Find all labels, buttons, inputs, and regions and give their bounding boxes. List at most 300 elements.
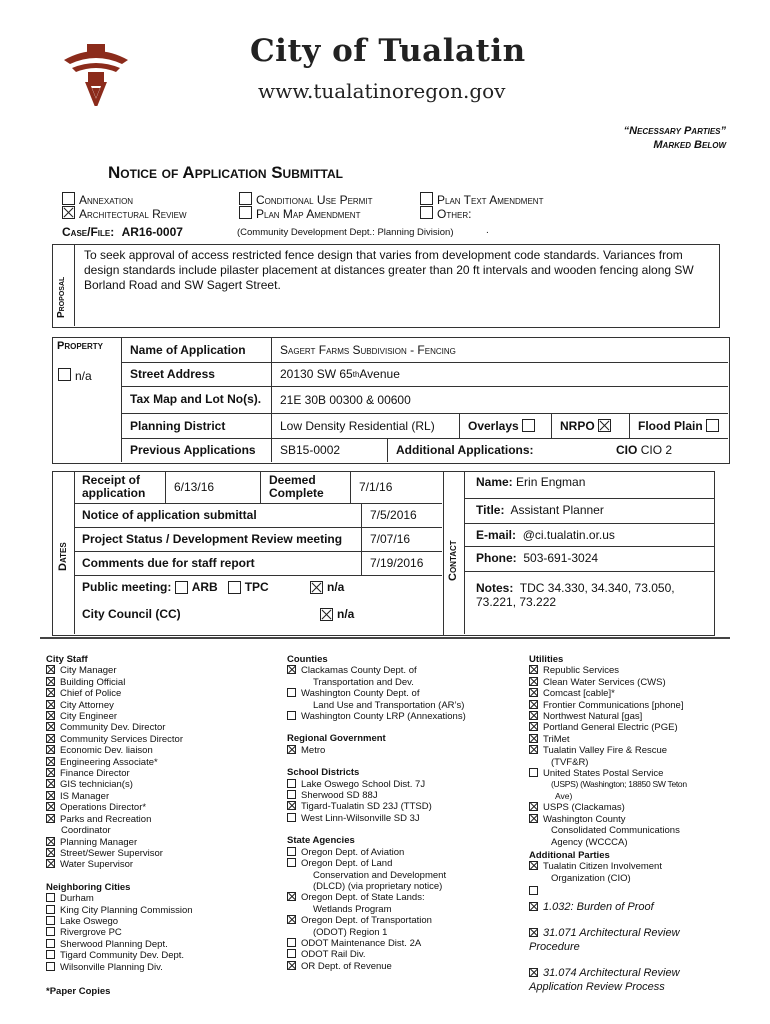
paper-copies-note: *Paper Copies: [46, 986, 111, 997]
item-label: ODOT Maintenance Dist. 2A: [301, 937, 422, 949]
arch-review-item-2[interactable]: [529, 966, 729, 994]
item-label: Oregon Dept. of Transportation: [301, 915, 432, 927]
list-item[interactable]: [287, 858, 466, 869]
notice-label: Notice of application submittal: [74, 503, 362, 527]
public-meeting: [74, 575, 269, 599]
checked-box-icon[interactable]: [46, 779, 55, 788]
checkbox-icon[interactable]: [287, 711, 296, 720]
list-item[interactable]: [46, 711, 193, 722]
checked-box-icon[interactable]: [529, 700, 538, 709]
item-label: Parks and Recreation: [60, 813, 152, 825]
item-label: Sherwood SD 88J: [301, 790, 378, 802]
checkbox-icon[interactable]: [529, 768, 538, 777]
checkbox-icon[interactable]: [287, 779, 296, 788]
dates-label-cell: [52, 471, 75, 634]
cio-label: CIO: [616, 443, 638, 457]
list-item[interactable]: [287, 915, 466, 926]
contact-name-value: Erin Engman: [516, 475, 586, 489]
option-annexation[interactable]: [62, 192, 133, 207]
contact-row-email: [464, 524, 714, 547]
checkbox-icon[interactable]: [46, 927, 55, 936]
option-label: Conditional Use Permit: [256, 193, 373, 207]
list-item[interactable]: [46, 791, 193, 802]
cio-value: CIO 2: [640, 443, 673, 457]
option-label: Other:: [437, 207, 472, 221]
checked-box-icon[interactable]: [529, 968, 538, 977]
item-label: Metro: [301, 744, 326, 756]
checked-box-icon[interactable]: [287, 915, 296, 924]
checked-box-icon[interactable]: [46, 722, 55, 731]
item-label: Washington County: [543, 813, 626, 825]
list-item[interactable]: [287, 688, 466, 699]
list-item[interactable]: [529, 722, 729, 733]
list-item[interactable]: [287, 779, 466, 790]
list-item[interactable]: [529, 711, 729, 722]
dates-label: Dates: [57, 542, 69, 571]
item-label: Tigard-Tualatin SD 23J (TTSD): [301, 801, 432, 813]
checkbox-icon[interactable]: [46, 962, 55, 971]
option-conditional-use[interactable]: [239, 192, 372, 207]
checked-box-icon[interactable]: [46, 757, 55, 766]
checkbox-icon[interactable]: [287, 688, 296, 697]
contact-row-phone: [464, 547, 714, 572]
item-label: 31.074 Architectural Review: [543, 966, 680, 979]
option-label: Architectural Review: [79, 207, 187, 221]
item-label: Rivergrove PC: [60, 927, 122, 939]
case-value: AR16-0007: [121, 225, 183, 239]
item-label: West Linn-Wilsonville SD 3J: [301, 812, 420, 824]
item-label: Republic Services: [543, 665, 620, 677]
spacer: [287, 722, 466, 733]
city-staff-list: [46, 654, 193, 973]
list-item[interactable]: [287, 847, 466, 858]
checked-box-icon[interactable]: [287, 665, 296, 674]
item-label: Community Dev. Director: [60, 722, 166, 734]
list-item[interactable]: [46, 734, 193, 745]
deemed-value: 7/1/16: [359, 480, 393, 494]
option-architectural-review[interactable]: [62, 206, 187, 221]
list-item[interactable]: [46, 757, 193, 768]
list-item[interactable]: [46, 962, 193, 973]
list-item-continuation: Agency (WCCCA): [551, 836, 628, 848]
item-label: Finance Director: [60, 768, 130, 780]
case-file: [62, 225, 183, 239]
floodplain-option[interactable]: [630, 413, 723, 438]
website-url[interactable]: www.tualatinoregon.gov: [258, 79, 506, 103]
property-row-previous: [122, 438, 728, 462]
checked-box-icon[interactable]: [287, 801, 296, 810]
proposal-label: Proposal: [56, 276, 67, 318]
list-item[interactable]: [287, 665, 466, 676]
list-item[interactable]: [287, 745, 466, 756]
case-dept: (Community Development Dept.: Planning Division): [237, 227, 454, 238]
list-item[interactable]: [46, 745, 193, 756]
checkbox-icon[interactable]: [287, 813, 296, 822]
arch-review-item-1[interactable]: [529, 926, 729, 954]
item-label: City Manager: [60, 665, 117, 677]
notice-value: 7/5/2016: [370, 508, 417, 522]
checked-box-icon[interactable]: [46, 734, 55, 743]
list-item-continuation: (ODOT) Region 1: [313, 926, 388, 938]
list-item[interactable]: [529, 677, 729, 688]
deemed-label: Deemed Complete: [261, 471, 351, 503]
comments-value: 7/19/2016: [370, 556, 424, 570]
checkbox-icon[interactable]: [522, 419, 535, 432]
checked-box-icon[interactable]: [310, 581, 323, 594]
necessary-parties-note: [624, 124, 726, 152]
list-item[interactable]: [287, 790, 466, 801]
checked-box-icon[interactable]: [529, 665, 538, 674]
item-label: Washington County Dept. of: [301, 688, 420, 700]
receipt-label: Receipt of application: [74, 471, 166, 503]
item-label: Lake Oswego: [60, 915, 119, 927]
section-divider: [40, 637, 730, 639]
contact-email-label: E-mail:: [476, 528, 517, 542]
list-item-continuation: Coordinator: [61, 825, 111, 837]
name-label: Name of Application: [122, 337, 272, 362]
tax-label: Tax Map and Lot No(s).: [122, 386, 272, 413]
list-item-continuation: Land Use and Transportation (AR’s): [313, 699, 465, 711]
item-label: GIS technician(s): [60, 779, 133, 791]
property-row-name: [122, 337, 728, 363]
list-item[interactable]: [46, 779, 193, 790]
checked-box-icon[interactable]: [529, 902, 538, 911]
floodplain-label: Flood Plain: [638, 418, 703, 433]
list-item[interactable]: [287, 711, 466, 722]
burden-item[interactable]: [529, 900, 729, 914]
checked-box-icon[interactable]: [287, 961, 296, 970]
item-label: Oregon Dept. of State Lands:: [301, 892, 425, 904]
property-label-cell: [52, 337, 122, 462]
item-label: City Engineer: [60, 711, 118, 723]
checked-box-icon[interactable]: [46, 802, 55, 811]
checked-box-icon[interactable]: [46, 837, 55, 846]
contact-label: Contact: [447, 540, 459, 581]
item-label: Portland General Electric (PGE): [543, 722, 678, 734]
checked-box-icon[interactable]: [529, 802, 538, 811]
checkbox-icon[interactable]: [239, 192, 252, 205]
list-item[interactable]: [46, 677, 193, 688]
page-title: City of Tualatin: [250, 33, 526, 69]
list-item[interactable]: [46, 848, 193, 859]
necessary-line-1: “Necessary Parties”: [623, 125, 726, 137]
checkbox-icon[interactable]: [287, 938, 296, 947]
public-na-label: n/a: [327, 580, 345, 594]
list-item[interactable]: [46, 722, 193, 733]
list-item[interactable]: [287, 801, 466, 812]
list-item[interactable]: [46, 893, 193, 904]
property-na-option[interactable]: [58, 368, 92, 383]
public-na[interactable]: [302, 575, 344, 599]
item-label: Building Official: [60, 676, 126, 688]
contact-label-cell: [442, 471, 465, 634]
list-item[interactable]: [529, 688, 729, 699]
checked-box-icon[interactable]: [46, 768, 55, 777]
tpc-label: TPC: [244, 580, 269, 594]
item-label: Chief of Police: [60, 688, 122, 700]
council-label: City Council (CC): [82, 607, 181, 621]
nrpo-option[interactable]: [552, 413, 630, 438]
list-item-continuation: (DLCD) (via proprietary notice): [313, 880, 443, 892]
checkbox-icon[interactable]: [46, 939, 55, 948]
proposal-label-cell: [52, 244, 75, 326]
schools-heading: School Districts: [287, 767, 360, 779]
comments-label: Comments due for staff report: [74, 551, 362, 575]
list-item-continuation: Transportation and Dev.: [313, 676, 414, 688]
checked-box-icon[interactable]: [46, 711, 55, 720]
street-value-suffix: Avenue: [359, 367, 400, 381]
item-label: Tigard Community Dev. Dept.: [60, 950, 185, 962]
spacer: [287, 756, 466, 767]
checked-box-icon[interactable]: [529, 745, 538, 754]
list-item[interactable]: [287, 949, 466, 960]
district-label: Planning District: [122, 413, 272, 438]
checkbox-icon[interactable]: [287, 858, 296, 867]
public-label: Public meeting:: [82, 580, 172, 594]
checkbox-icon[interactable]: [706, 419, 719, 432]
checked-box-icon[interactable]: [46, 665, 55, 674]
item-label: OR Dept. of Revenue: [301, 960, 392, 972]
list-item[interactable]: [46, 916, 193, 927]
checkbox-icon[interactable]: [239, 206, 252, 219]
list-item-continuation: (TVF&R): [551, 756, 589, 768]
list-item[interactable]: [287, 813, 466, 824]
checked-box-icon[interactable]: [529, 722, 538, 731]
list-item[interactable]: [529, 802, 729, 813]
list-item[interactable]: [46, 688, 193, 699]
status-value: 7/07/16: [370, 532, 411, 546]
overlays-label: Overlays: [468, 418, 519, 433]
list-item[interactable]: [287, 961, 466, 972]
case-dot: .: [486, 225, 489, 236]
previous-label: Previous Applications: [122, 438, 272, 462]
list-item-continuation: Conservation and Development: [313, 869, 447, 881]
option-other[interactable]: [420, 206, 471, 221]
arb-label: ARB: [191, 580, 218, 594]
council-na-label: n/a: [337, 607, 355, 621]
contact-row-title: [464, 499, 714, 524]
checked-box-icon[interactable]: [46, 791, 55, 800]
option-label: Annexation: [79, 193, 134, 207]
additional-applications-label: Additional Applications:: [396, 443, 534, 457]
checked-box-icon[interactable]: [529, 814, 538, 823]
list-item[interactable]: [46, 905, 193, 916]
item-label: Durham: [60, 893, 94, 905]
item-label: Engineering Associate*: [60, 756, 158, 768]
checked-box-icon[interactable]: [320, 608, 333, 621]
additional-parties-heading: Additional Parties: [529, 849, 610, 861]
list-item[interactable]: [46, 665, 193, 676]
neighboring-heading: Neighboring Cities: [46, 881, 131, 893]
street-value: [272, 362, 400, 386]
item-label: Tualatin Valley Fire & Rescue: [543, 745, 668, 757]
option-plan-text[interactable]: [420, 192, 543, 207]
checkbox-icon[interactable]: [58, 368, 71, 381]
checked-box-icon[interactable]: [529, 928, 538, 937]
property-label: Property: [57, 340, 104, 352]
list-item[interactable]: [529, 814, 729, 825]
contact-phone-label: Phone:: [476, 551, 517, 565]
counties-heading: Counties: [287, 654, 328, 665]
item-label: Water Supervisor: [60, 859, 134, 871]
property-row-street: [122, 362, 728, 387]
item-label: Comcast [cable]*: [543, 688, 615, 700]
item-label: Tualatin Citizen Involvement: [543, 861, 662, 873]
notice-title: Notice of Application Submittal: [108, 163, 343, 182]
checked-box-icon[interactable]: [46, 688, 55, 697]
list-item[interactable]: [46, 939, 193, 950]
contact-title-label: Title:: [476, 503, 505, 517]
spacer: [287, 824, 466, 835]
item-label: USPS (Clackamas): [543, 802, 625, 814]
item-label: Oregon Dept. of Land: [301, 858, 393, 870]
contact-row-name: [464, 471, 714, 499]
list-item-continuation: (USPS) (Washington; 18850 SW Teton: [551, 779, 687, 790]
contact-title-value: Assistant Planner: [510, 503, 604, 517]
checked-box-icon[interactable]: [529, 711, 538, 720]
list-item[interactable]: [529, 665, 729, 676]
list-item-continuation: Ave): [555, 790, 573, 801]
list-item[interactable]: [46, 837, 193, 848]
option-plan-map[interactable]: [239, 206, 360, 221]
list-item[interactable]: [46, 950, 193, 961]
district-value: Low Density Residential (RL): [272, 413, 460, 438]
checkbox-icon[interactable]: [420, 206, 433, 219]
dates-row-council: [74, 599, 442, 629]
checked-box-icon[interactable]: [598, 419, 611, 432]
checked-box-icon[interactable]: [62, 206, 75, 219]
item-label: IS Manager: [60, 790, 110, 802]
case-label: Case/File:: [62, 225, 115, 239]
checked-box-icon[interactable]: [46, 745, 55, 754]
regional-heading: Regional Government: [287, 733, 386, 745]
tax-value: 21E 30B 00300 & 00600: [280, 392, 411, 407]
list-item[interactable]: [529, 745, 729, 756]
checked-box-icon[interactable]: [287, 745, 296, 754]
item-label: City Attorney: [60, 699, 114, 711]
contact-notes-value: TDC 34.330, 34.340, 73.050, 73.221, 73.222: [476, 581, 675, 609]
list-item-blank[interactable]: [529, 886, 729, 897]
item-label: Frontier Communications [phone]: [543, 699, 684, 711]
receipt-value: 6/13/16: [166, 471, 261, 503]
checked-box-icon[interactable]: [46, 700, 55, 709]
checked-box-icon[interactable]: [287, 892, 296, 901]
list-item[interactable]: [46, 859, 193, 870]
item-label: Clean Water Services (CWS): [543, 676, 666, 688]
item-label: TriMet: [543, 733, 570, 745]
item-label: Oregon Dept. of Aviation: [301, 846, 405, 858]
list-item-continuation: Wetlands Program: [313, 903, 392, 915]
list-item[interactable]: [46, 700, 193, 711]
city-logo: [62, 38, 130, 106]
checkbox-icon[interactable]: [529, 886, 538, 895]
street-value-main: 20130 SW 65: [280, 367, 353, 381]
tpc-checkbox-icon[interactable]: [228, 581, 241, 594]
list-item[interactable]: [529, 734, 729, 745]
list-item[interactable]: [46, 768, 193, 779]
item-label-cont: Procedure: [529, 940, 580, 953]
agencies-list: [287, 654, 466, 972]
list-item[interactable]: [46, 802, 193, 813]
checked-box-icon[interactable]: [529, 861, 538, 870]
necessary-line-2: Marked Below: [653, 139, 726, 151]
nrpo-label: NRPO: [560, 418, 595, 433]
list-item[interactable]: [46, 927, 193, 938]
item-label: Economic Dev. liaison: [60, 745, 153, 757]
checkbox-icon[interactable]: [287, 790, 296, 799]
checked-box-icon[interactable]: [529, 677, 538, 686]
dates-row-notice: [74, 503, 442, 528]
contact-email-value[interactable]: @ci.tualatin.or.us: [522, 528, 615, 542]
spacer: [46, 871, 193, 882]
item-label: United States Postal Service: [543, 768, 664, 780]
contact-phone-value: 503-691-3024: [523, 551, 599, 565]
checked-box-icon[interactable]: [529, 734, 538, 743]
city-staff-heading: City Staff: [46, 654, 88, 665]
item-label: Northwest Natural [gas]: [543, 711, 643, 723]
checked-box-icon[interactable]: [46, 814, 55, 823]
council-na[interactable]: [312, 599, 354, 629]
item-label: King City Planning Commission: [60, 904, 193, 916]
checked-box-icon[interactable]: [46, 848, 55, 857]
list-item[interactable]: [529, 861, 729, 872]
checked-box-icon[interactable]: [46, 859, 55, 868]
overlays-option[interactable]: [460, 413, 552, 438]
item-label: Planning Manager: [60, 836, 138, 848]
checkbox-icon[interactable]: [62, 192, 75, 205]
item-label: Operations Director*: [60, 802, 147, 814]
checked-box-icon[interactable]: [46, 677, 55, 686]
item-label: 31.071 Architectural Review: [543, 926, 680, 939]
street-label: Street Address: [122, 362, 272, 386]
checkbox-icon[interactable]: [420, 192, 433, 205]
item-label: ODOT Rail Div.: [301, 949, 366, 961]
option-label: Plan Map Amendment: [256, 207, 361, 221]
dates-row-status: [74, 527, 442, 552]
item-label: Wilsonville Planning Div.: [60, 961, 163, 973]
property-row-tax: [122, 386, 728, 414]
dates-row-public: [74, 575, 442, 599]
list-item[interactable]: [287, 938, 466, 949]
checkbox-icon[interactable]: [46, 893, 55, 902]
contact-notes-label: Notes:: [476, 581, 514, 595]
checkbox-icon[interactable]: [287, 847, 296, 856]
checked-box-icon[interactable]: [529, 688, 538, 697]
list-item-continuation: Organization (CIO): [551, 872, 631, 884]
item-label-cont: Application Review Process: [529, 980, 665, 993]
status-label: Project Status / Development Review meeting: [74, 527, 362, 551]
list-item[interactable]: [529, 768, 729, 779]
checkbox-icon[interactable]: [46, 905, 55, 914]
list-item[interactable]: [46, 814, 193, 825]
proposal-text: To seek approval of access restricted fence design that varies from development code standards. Variances from design standards include pilaster placement at distances greater than 20 ft intervals and wooden fencing along SW Borland Road and SW Sagert Street.: [84, 248, 694, 292]
utilities-list: [529, 654, 729, 994]
item-label: Community Services Director: [60, 733, 183, 745]
item-label: Sherwood Planning Dept.: [60, 938, 168, 950]
item-label: Lake Oswego School Dist. 7J: [301, 778, 426, 790]
name-value: Sagert Farms Subdivision - Fencing: [280, 342, 456, 357]
list-item[interactable]: [287, 892, 466, 903]
property-na-label: n/a: [75, 369, 92, 383]
item-label: Clackamas County Dept. of: [301, 665, 417, 677]
list-item[interactable]: [529, 700, 729, 711]
checkbox-icon[interactable]: [46, 950, 55, 959]
checkbox-icon[interactable]: [46, 916, 55, 925]
street-value-sup: th: [352, 369, 360, 379]
item-label: 1.032: Burden of Proof: [543, 900, 654, 913]
arb-checkbox-icon[interactable]: [175, 581, 188, 594]
checkbox-icon[interactable]: [287, 949, 296, 958]
